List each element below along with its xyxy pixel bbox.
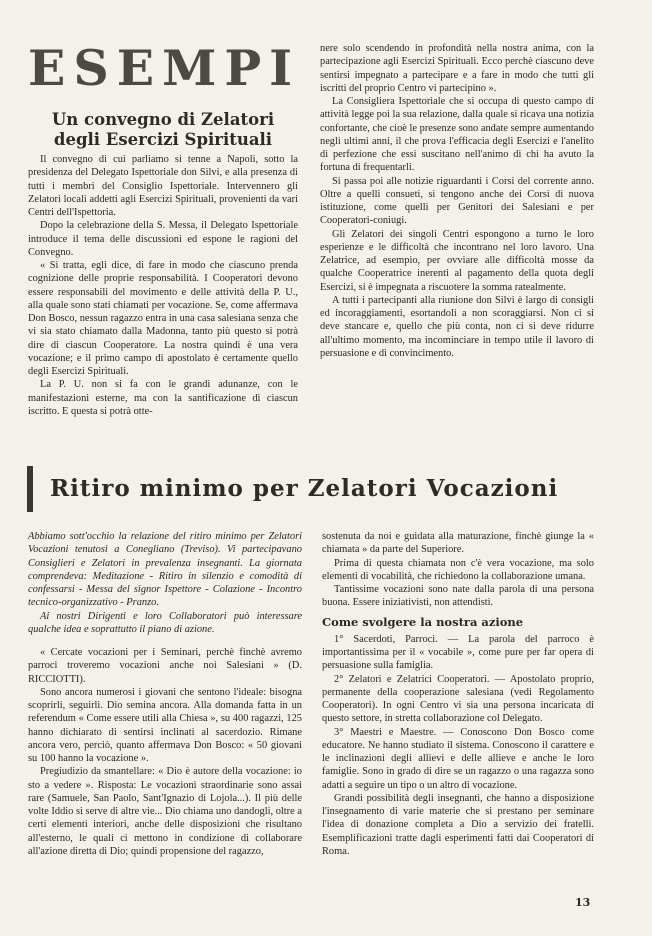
intro-paragraph: Abbiamo sott'occhio la relazione del ritiro minimo per Zelatori Vocazioni tenutosi a Conegliano (Treviso). Vi partecipavano Consiglieri e Zelatori in prevalenza insegnanti. La giornata comprendeva: Meditazione - Ritiro in silenzio e comodità di confessarsi - Messa del signor Ispettore - Colazione - Incontro tecnico-organizzativo - Pranzo. (28, 531, 302, 609)
paragraph: Sono ancora numerosi i giovani che sentono l'ideale: bisogna scoprirli, seguirli. Dio semina ancora. Alla domanda fatta in un referendum « Come essere utili alla Chiesa », su 400 ragazzi, 125 hanno dichiarato di sentirsi inclinati al sacerdozio. Rimane ancora vero, perciò, quanto affermava Don Bosco: « 50 giovani su 100 hanno la vocazione ». (28, 686, 302, 764)
paragraph: Il convegno di cui parliamo si tenne a Napoli, sotto la presidenza del Delegato Ispettoriale don Silvi, e alla presenza di tutti i membri del Consiglio Ispettoriale. Intervennero gli Zelatori locali addetti agli Esercizi Spirituali, provenienti da vari Centri dell'Ispettoria. (28, 154, 298, 218)
section-title-esempi: ESEMPI (28, 39, 301, 97)
section-title-ritiro: Ritiro minimo per Zelatori Vocazioni (50, 475, 559, 502)
paragraph: Dopo la celebrazione della S. Messa, il Delegato Ispettoriale introduce il tema delle discussioni ed espone le ragioni del Convegno. (28, 220, 298, 258)
subheading-azione: Come svolgere la nostra azione (322, 614, 524, 629)
paragraph: « Cercate vocazioni per i Seminari, perchè finchè avremo parroci troveremo vocazioni anche noi Salesiani » (D. RICCIOTTI). (28, 647, 302, 685)
paragraph: 2° Zelatori e Zelatrici Cooperatori. — Apostolato proprio, permanente della cooperazione salesiana (vedi Regolamento Cooperatori). In ogni Centro vi sia una persona incaricata di questo settore, in stretta collaborazione col Delegato. (322, 673, 594, 725)
paragraph: Prima di questa chiamata non c'è vera vocazione, ma solo elementi di vocabilità, che richiedono la collaborazione umana. (322, 557, 594, 582)
paragraph: 3° Maestri e Maestre. — Conoscono Don Bosco come educatore. Ne hanno studiato il sistema. Conoscono il carattere e le inclinazioni degli allievi e delle allieve e anche le loro famiglie. Sono in grado di dire se un ragazzo o una ragazza sono adatti a seguire un tipo o un altro di vocazione. (322, 726, 594, 791)
paragraph: « Si tratta, egli dice, di fare in modo che ciascuno prenda cognizione delle proprie responsabilità. I Cooperatori devono essere responsabili del movimento e delle attività della P. U., alla quale sono stati chiamati per vocazione. Se, come affermava Don Bosco, nessun ragazzo entra in una casa salesiana senza che vi sia stato chiamato dalla Madonna, tanto più questo si potrà dire di ciascun Cooperatore. La nostra quindi è una vera vocazione; e il primo campo di apostolato è certamente quello degli Esercizi Spirituali. (28, 260, 298, 377)
paragraph: 1° Sacerdoti, Parroci. — La parola del parroco è importantissima per il « vocabile », come pure per far opera di persuasione sulla famiglia. (322, 633, 594, 672)
page-number: 13 (575, 896, 591, 909)
paragraph: Grandi possibilità degli insegnanti, che hanno a disposizione l'insegnamento di varie materie che si prestano per seminare l'idea di donazione completa a Dio a servizio dei fratelli. Esemplificazioni tratte dagli esperimenti fatti dai Cooperatori di Roma. (322, 792, 594, 857)
section-marker-bar (27, 466, 33, 512)
paragraph: sostenuta da noi e guidata alla maturazione, finchè giunge la « chiamata » da parte del Superiore. (322, 531, 594, 556)
section2-right-column (322, 530, 594, 858)
paragraph: La P. U. non si fa con le grandi adunanze, con le manifestazioni esterne, ma con la santificazione di ciascun iscritto. E questa si potrà otte- (28, 379, 298, 417)
paragraph: Si passa poi alle notizie riguardanti i Corsi del corrente anno. Oltre a quelli consueti, si tengono anche dei Corsi di nuova istituzione, come quelli per Genitori dei Salesiani e per Cooperatori-coniugi. (320, 175, 594, 227)
paragraph: Tantissime vocazioni sono nate dalla parola di una persona buona. Essere iniziativisti, non attendisti. (322, 584, 594, 609)
paragraph: nere solo scendendo in profondità nella nostra anima, con la partecipazione agli Esercizi Spirituali. Ecco perchè ciascuno deve sentirsi impegnato a partecipare e a fare in modo che tutti gli iscritti del proprio Centro vi partecipino ». (320, 43, 594, 94)
paragraph: A tutti i partecipanti alla riunione don Silvi è largo di consigli ed incoraggiamenti, esortandoli a non scoraggiarsi. Non ci si deve stancare e, quello che più conta, non ci si deve ridurre all'ultimo momento, ma incominciare in tempo utile il lavoro di persuasione e di convincimento. (320, 294, 594, 359)
intro-paragraph: Ai nostri Dirigenti e loro Collaboratori può interessare qualche idea e soprattutto il piano di azione. (28, 610, 302, 635)
paragraph: La Consigliera Ispettoriale che si occupa di questo campo di attività legge poi la sua relazione, dalla quale si ricava una notizia confortante, che cioè le presenze sono andate sempre aumentando negli ultimi anni, il che prova l'efficacia degli Esercizi e l'anelito di perfezione che essi suscitano nell'animo di chi ha avuto la fortuna di frequentarli. (320, 96, 594, 174)
article-title-convegno: Un convegno di Zelatori degli Esercizi Spirituali (51, 110, 275, 149)
section1-left-column (28, 153, 298, 418)
section1-right-column (320, 42, 594, 360)
paragraph: Gli Zelatori dei singoli Centri espongono a turno le loro esperienze e le difficoltà che incontrano nel loro lavoro. Una Zelatrice, ad esempio, per ovviare alle difficoltà mosse da qualche Cooperatrice inerenti al pagamento della quota degli Esercizi, si è impegnata a riscuotere la somma ratealmente. (320, 228, 594, 293)
paragraph: Pregiudizio da smantellare: « Dio è autore della vocazione: io sto a vedere ». Risposta: Le vocazioni straordinarie sono assai rare (Samuele, San Paolo, Sant'Ignazio di Lojola...). Il più delle volte Iddio si serve di altre vie... Dio chiama uno dandogli, oltre a certi elementi interiori, anche delle disposizioni che risultano all'esterno, le quali ci mettono in condizione di collaborare all'azione diretta di Dio; quindi propensione del ragazzo, (28, 766, 302, 857)
section2-left-column (28, 530, 302, 858)
